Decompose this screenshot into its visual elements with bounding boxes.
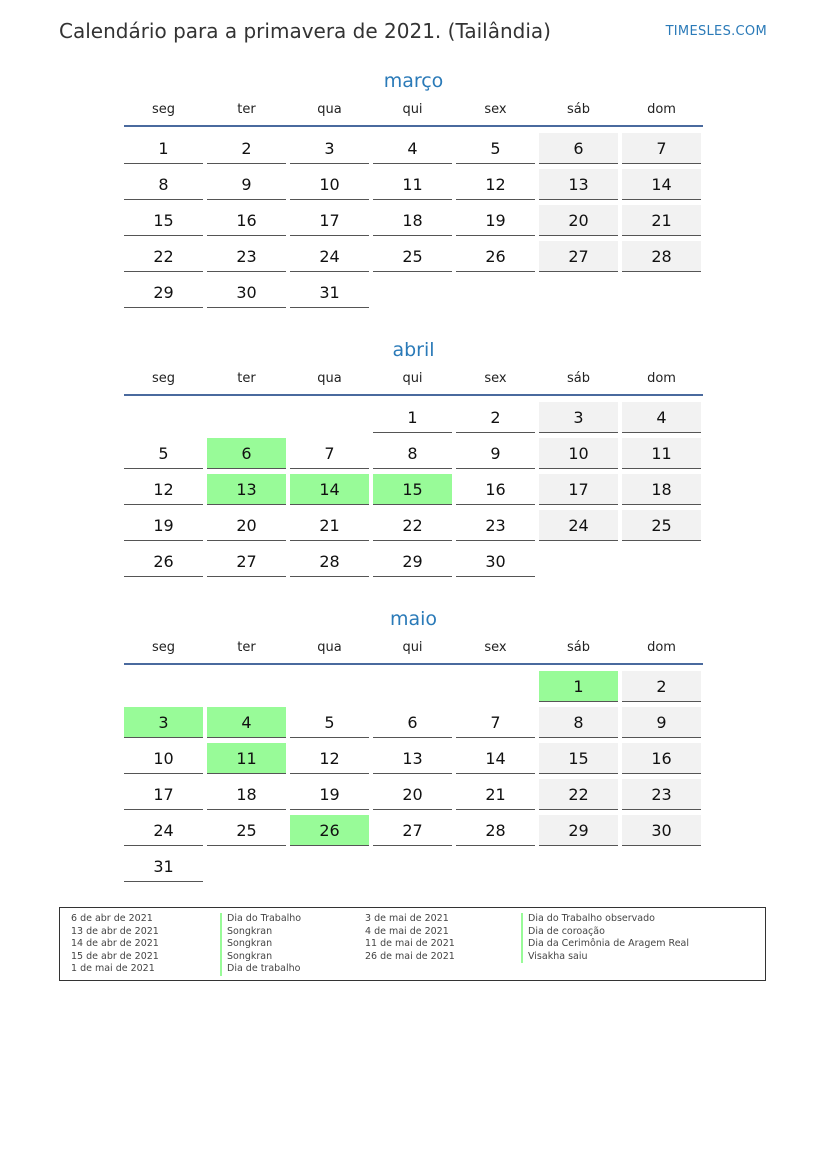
day-cell[interactable]: 7: [622, 133, 701, 164]
weekday-label: dom: [647, 640, 676, 655]
day-cell[interactable]: 22: [124, 241, 203, 272]
holiday-day-cell[interactable]: 14: [290, 474, 369, 505]
day-cell[interactable]: 8: [539, 707, 618, 738]
day-cell[interactable]: 30: [622, 815, 701, 846]
day-cell[interactable]: 25: [622, 510, 701, 541]
day-cell[interactable]: 9: [456, 438, 535, 469]
day-cell[interactable]: 19: [124, 510, 203, 541]
day-grid: [124, 402, 703, 577]
weekday-label: seg: [151, 640, 176, 655]
legend-names-left: [220, 913, 301, 976]
day-cell[interactable]: 30: [456, 546, 535, 577]
day-cell[interactable]: 10: [290, 169, 369, 200]
legend-holiday-date: 3 de mai de 2021: [365, 913, 449, 924]
legend-holiday-name: Dia do Trabalho: [220, 913, 301, 926]
day-cell[interactable]: 25: [207, 815, 286, 846]
day-cell[interactable]: 30: [207, 277, 286, 308]
legend-dates-left: [71, 913, 159, 976]
day-cell[interactable]: 21: [456, 779, 535, 810]
day-cell[interactable]: 2: [456, 402, 535, 433]
day-cell[interactable]: 4: [373, 133, 452, 164]
day-cell[interactable]: 24: [290, 241, 369, 272]
weekday-label: sex: [484, 371, 507, 386]
weekday-label: sex: [484, 102, 507, 117]
empty-cell: [373, 671, 452, 702]
legend-holiday-name: Dia de coroação: [521, 926, 689, 939]
day-cell[interactable]: 26: [124, 546, 203, 577]
day-cell[interactable]: 11: [622, 438, 701, 469]
day-cell[interactable]: 5: [456, 133, 535, 164]
day-cell[interactable]: 20: [539, 205, 618, 236]
month-block: [124, 337, 703, 577]
day-cell[interactable]: 22: [539, 779, 618, 810]
day-cell[interactable]: 17: [539, 474, 618, 505]
day-cell[interactable]: 16: [207, 205, 286, 236]
weekday-label: dom: [647, 102, 676, 117]
empty-cell: [124, 402, 203, 433]
day-cell[interactable]: 8: [373, 438, 452, 469]
day-cell[interactable]: 3: [290, 133, 369, 164]
day-cell[interactable]: 18: [622, 474, 701, 505]
legend-holiday-name: Dia do Trabalho observado: [521, 913, 689, 926]
weekday-label: ter: [237, 102, 256, 117]
day-cell[interactable]: 29: [373, 546, 452, 577]
month-name: maio: [389, 608, 438, 630]
legend-holiday-date: 26 de mai de 2021: [365, 950, 455, 962]
weekday-label: ter: [237, 640, 256, 655]
day-cell[interactable]: 1: [124, 133, 203, 164]
day-cell[interactable]: 11: [373, 169, 452, 200]
day-cell[interactable]: 18: [373, 205, 452, 236]
holiday-day-cell[interactable]: 13: [207, 474, 286, 505]
legend-holiday-date: 6 de abr de 2021: [71, 913, 153, 924]
day-cell[interactable]: 20: [373, 779, 452, 810]
page-title: Calendário para a primavera de 2021. (Tailândia): [59, 19, 551, 43]
legend-holiday-name: Songkran: [220, 938, 301, 951]
day-cell[interactable]: 27: [207, 546, 286, 577]
day-cell[interactable]: 8: [124, 169, 203, 200]
holiday-day-cell[interactable]: 6: [207, 438, 286, 469]
day-cell[interactable]: 14: [622, 169, 701, 200]
holiday-day-cell[interactable]: 26: [290, 815, 369, 846]
weekday-label: qua: [317, 102, 342, 117]
weekday-label: sáb: [567, 640, 590, 655]
empty-cell: [456, 671, 535, 702]
day-cell[interactable]: 25: [373, 241, 452, 272]
month-name: abril: [392, 339, 435, 361]
holiday-day-cell[interactable]: 1: [539, 671, 618, 702]
legend-holiday-date: 15 de abr de 2021: [71, 950, 159, 962]
weekday-label: sáb: [567, 371, 590, 386]
weekday-label: ter: [237, 371, 256, 386]
day-cell[interactable]: 23: [207, 241, 286, 272]
holiday-day-cell[interactable]: 3: [124, 707, 203, 738]
brand-link[interactable]: TIMESLES.COM: [665, 24, 767, 39]
holiday-day-cell[interactable]: 4: [207, 707, 286, 738]
day-cell[interactable]: 29: [539, 815, 618, 846]
day-cell[interactable]: 1: [373, 402, 452, 433]
holiday-day-cell[interactable]: 15: [373, 474, 452, 505]
day-cell[interactable]: 2: [622, 671, 701, 702]
day-cell[interactable]: 13: [373, 743, 452, 774]
weekday-label: seg: [151, 371, 176, 386]
weekday-label: qui: [402, 371, 423, 386]
day-cell[interactable]: 17: [124, 779, 203, 810]
empty-cell: [290, 402, 369, 433]
weekday-label: qua: [317, 371, 342, 386]
weekday-label: dom: [647, 371, 676, 386]
day-cell[interactable]: 24: [124, 815, 203, 846]
weekday-header: [124, 101, 703, 127]
day-cell[interactable]: 28: [456, 815, 535, 846]
day-cell[interactable]: 6: [373, 707, 452, 738]
day-cell[interactable]: 13: [539, 169, 618, 200]
month-block: [124, 68, 703, 308]
day-cell[interactable]: 12: [124, 474, 203, 505]
day-cell[interactable]: 12: [290, 743, 369, 774]
legend-holiday-date: 14 de abr de 2021: [71, 938, 159, 949]
legend-holiday-name: Dia de trabalho: [220, 963, 301, 976]
empty-cell: [124, 671, 203, 702]
day-cell[interactable]: 15: [539, 743, 618, 774]
day-cell[interactable]: 18: [207, 779, 286, 810]
day-grid: [124, 671, 703, 882]
weekday-label: seg: [151, 102, 176, 117]
day-cell[interactable]: 19: [456, 205, 535, 236]
weekday-header: [124, 639, 703, 665]
day-cell[interactable]: 10: [539, 438, 618, 469]
legend-holiday-name: Songkran: [220, 951, 301, 964]
month-name: março: [383, 70, 444, 92]
day-cell[interactable]: 5: [290, 707, 369, 738]
day-cell[interactable]: 21: [622, 205, 701, 236]
day-cell[interactable]: 7: [290, 438, 369, 469]
day-cell[interactable]: 2: [207, 133, 286, 164]
weekday-label: sáb: [567, 102, 590, 117]
weekday-label: qui: [402, 640, 423, 655]
day-cell[interactable]: 28: [622, 241, 701, 272]
day-cell[interactable]: 31: [124, 851, 203, 882]
month-block: [124, 606, 703, 882]
day-cell[interactable]: 15: [124, 205, 203, 236]
weekday-label: qua: [317, 640, 342, 655]
day-cell[interactable]: 10: [124, 743, 203, 774]
holiday-legend: [59, 907, 766, 981]
legend-names-right: [521, 913, 689, 963]
day-cell[interactable]: 9: [622, 707, 701, 738]
day-cell[interactable]: 24: [539, 510, 618, 541]
day-cell[interactable]: 5: [124, 438, 203, 469]
day-cell[interactable]: 20: [207, 510, 286, 541]
day-cell[interactable]: 9: [207, 169, 286, 200]
day-cell[interactable]: 27: [373, 815, 452, 846]
empty-cell: [290, 671, 369, 702]
day-cell[interactable]: 23: [622, 779, 701, 810]
weekday-header: [124, 370, 703, 396]
day-cell[interactable]: 14: [456, 743, 535, 774]
legend-holiday-date: 1 de mai de 2021: [71, 963, 155, 974]
day-cell[interactable]: 28: [290, 546, 369, 577]
day-cell[interactable]: 19: [290, 779, 369, 810]
day-cell[interactable]: 7: [456, 707, 535, 738]
day-cell[interactable]: 4: [622, 402, 701, 433]
legend-holiday-name: Visakha saiu: [521, 951, 689, 964]
day-cell[interactable]: 22: [373, 510, 452, 541]
day-cell[interactable]: 21: [290, 510, 369, 541]
weekday-label: qui: [402, 102, 423, 117]
day-grid: [124, 133, 703, 308]
legend-holiday-name: Dia da Cerimônia de Aragem Real: [521, 938, 689, 951]
empty-cell: [207, 402, 286, 433]
day-cell[interactable]: 17: [290, 205, 369, 236]
empty-cell: [207, 671, 286, 702]
day-cell[interactable]: 29: [124, 277, 203, 308]
day-cell[interactable]: 12: [456, 169, 535, 200]
day-cell[interactable]: 6: [539, 133, 618, 164]
legend-holiday-date: 11 de mai de 2021: [365, 938, 455, 949]
legend-dates-right: [365, 913, 455, 963]
day-cell[interactable]: 16: [622, 743, 701, 774]
day-cell[interactable]: 27: [539, 241, 618, 272]
weekday-label: sex: [484, 640, 507, 655]
holiday-day-cell[interactable]: 11: [207, 743, 286, 774]
day-cell[interactable]: 23: [456, 510, 535, 541]
day-cell[interactable]: 3: [539, 402, 618, 433]
legend-holiday-date: 4 de mai de 2021: [365, 925, 449, 937]
day-cell[interactable]: 16: [456, 474, 535, 505]
day-cell[interactable]: 26: [456, 241, 535, 272]
legend-holiday-name: Songkran: [220, 926, 301, 939]
legend-holiday-date: 13 de abr de 2021: [71, 925, 159, 937]
day-cell[interactable]: 31: [290, 277, 369, 308]
